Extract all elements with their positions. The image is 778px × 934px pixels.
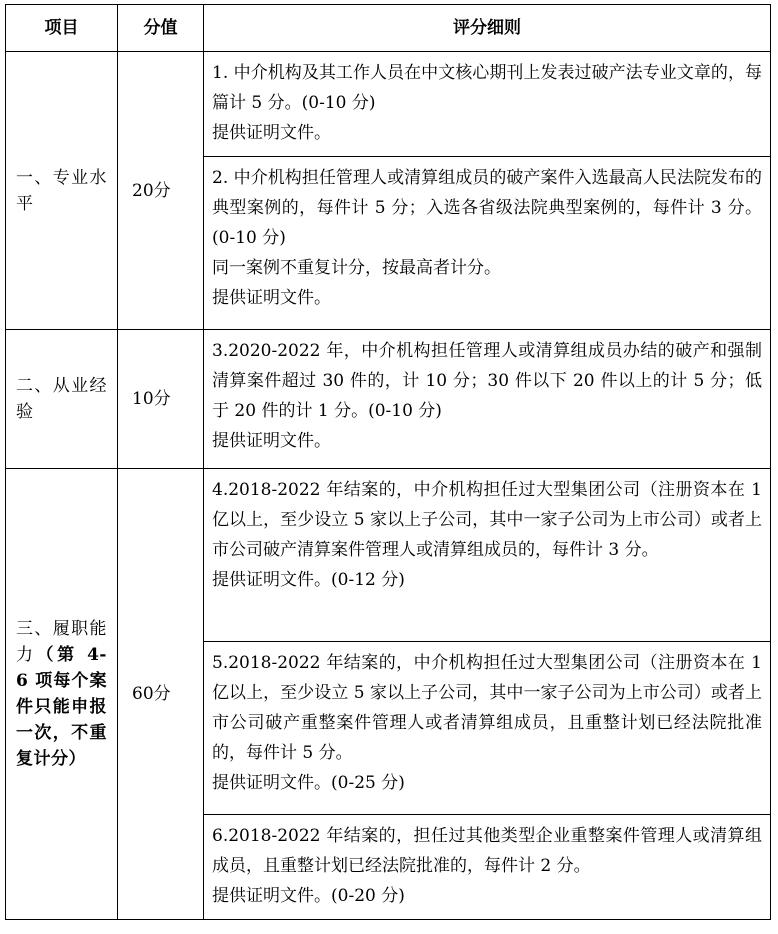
project-label: 二、从业经验 xyxy=(16,376,107,422)
detail-cell-4 xyxy=(204,469,771,642)
detail-cell-6 xyxy=(204,815,771,920)
detail-line: 5.2018-2022 年结案的，中介机构担任过大型集团公司（注册资本在 1 亿以上，至少设立 5 家以上子公司，其中一家子公司为上市公司）或者上市公司破产重整案件管理人或者清算组成员，且重整计划已经法院批准的，每件计 5 分。 xyxy=(212,653,762,763)
detail-line: 提供证明文件。 xyxy=(212,123,331,143)
header-score: 分值 xyxy=(118,5,204,52)
detail-cell-1 xyxy=(204,52,771,157)
detail-cell-5 xyxy=(204,642,771,815)
header-row xyxy=(6,5,771,52)
detail-line: 提供证明文件。 xyxy=(212,288,331,308)
project-cell-2 xyxy=(6,330,118,469)
score-cell-2: 10分 xyxy=(118,330,204,469)
detail-line: 提供证明文件。(0-25 分) xyxy=(212,773,405,793)
header-detail: 评分细则 xyxy=(204,5,771,52)
project-cell-1 xyxy=(6,52,118,330)
detail-line: 3.2020-2022 年，中介机构担任管理人或清算组成员办结的破产和强制清算案件超过 30 件的，计 10 分；30 件以下 20 件以上的计 5 分；低于 20 件的计 1 分。(0-10 分) xyxy=(212,341,762,421)
project-cell-3 xyxy=(6,469,118,920)
header-project: 项目 xyxy=(6,5,118,52)
table-row xyxy=(6,330,771,469)
detail-line: 提供证明文件。 xyxy=(212,431,331,451)
detail-line: 1. 中介机构及其工作人员在中文核心期刊上发表过破产法专业文章的，每篇计 5 分。(0-10 分) xyxy=(212,63,762,113)
detail-cell-2 xyxy=(204,157,771,330)
project-note: （第 4-6 项每个案件只能申报一次，不重复计分） xyxy=(16,645,107,769)
detail-line: 提供证明文件。(0-12 分) xyxy=(212,570,405,590)
project-label: 三、履职能力 xyxy=(16,619,107,665)
score-cell-1: 20分 xyxy=(118,52,204,330)
detail-line: 同一案例不重复计分，按最高者计分。 xyxy=(212,258,501,278)
table-row xyxy=(6,469,771,642)
table-row xyxy=(6,52,771,157)
detail-line: 提供证明文件。(0-20 分) xyxy=(212,886,405,906)
detail-line: 4.2018-2022 年结案的，中介机构担任过大型集团公司（注册资本在 1 亿以上，至少设立 5 家以上子公司，其中一家子公司为上市公司）或者上市公司破产清算案件管理人或清算组成员的，每件计 3 分。 xyxy=(212,480,762,560)
scoring-table xyxy=(5,4,771,920)
project-label: 一、专业水平 xyxy=(16,167,107,214)
score-cell-3: 60分 xyxy=(118,469,204,920)
detail-line: 2. 中介机构担任管理人或清算组成员的破产案件入选最高人民法院发布的典型案例的，每件计 5 分；入选各省级法院典型案例的，每件计 3 分。(0-10 分) xyxy=(212,168,762,248)
detail-cell-3 xyxy=(204,330,771,469)
detail-line: 6.2018-2022 年结案的，担任过其他类型企业重整案件管理人或清算组成员，且重整计划已经法院批准的，每件计 2 分。 xyxy=(212,826,762,876)
